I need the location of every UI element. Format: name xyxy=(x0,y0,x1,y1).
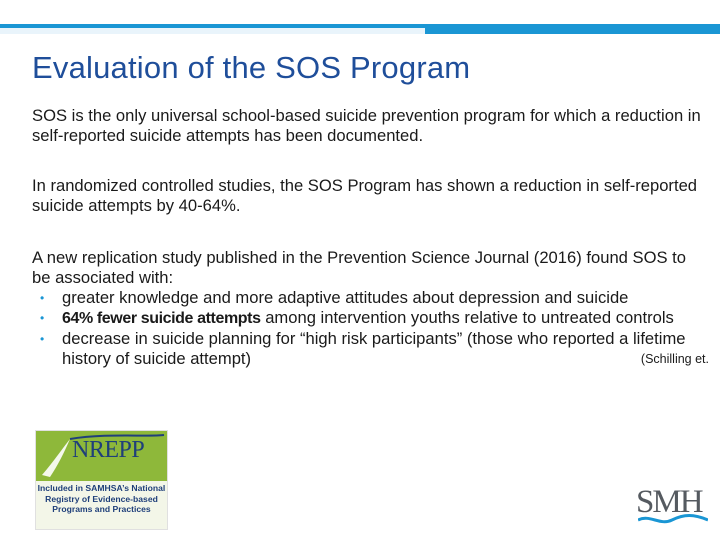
paragraph-3 xyxy=(32,248,707,369)
bullet-text: among intervention youths relative to untreated controls xyxy=(260,308,674,327)
bullet-icon: • xyxy=(40,332,45,346)
bullet-icon: • xyxy=(40,291,45,305)
paragraph-2: In randomized controlled studies, the SOS Program has shown a reduction in self-reported suicide attempts by 40-64%. xyxy=(32,176,698,215)
smh-logo xyxy=(636,484,708,526)
paragraph-3-intro: A new replication study published in the Prevention Science Journal (2016) found SOS to be associated with: xyxy=(32,248,687,287)
top-accent-bar-highlight xyxy=(0,28,425,34)
citation: (Schilling et. xyxy=(640,352,709,366)
smh-wave-icon xyxy=(638,514,708,526)
findings-list xyxy=(32,288,707,369)
nrepp-logo-banner xyxy=(36,431,167,481)
bullet-icon: • xyxy=(40,311,45,325)
nrepp-logo xyxy=(35,430,168,530)
smh-wordmark: SMH xyxy=(636,484,702,520)
nrepp-caption: Included in SAMHSA’s National Registry of Evidence-based Programs and Practices xyxy=(36,481,167,529)
slide-title: Evaluation of the SOS Program xyxy=(32,50,471,85)
paragraph-1: SOS is the only universal school-based suicide prevention program for which a reduction in self-reported suicide attempts has been documented. xyxy=(32,106,701,145)
bullet-text: greater knowledge and more adaptive attitudes about depression and suicide xyxy=(62,288,629,307)
list-item xyxy=(32,329,707,369)
bullet-emphasis: 64% fewer suicide attempts xyxy=(62,310,261,327)
list-item xyxy=(32,288,707,308)
nrepp-wordmark: NREPP xyxy=(72,437,145,463)
list-item xyxy=(32,308,707,329)
bullet-text: decrease in suicide planning for “high risk participants” (those who reported a lifetime history of suicide attempt) xyxy=(62,329,686,368)
